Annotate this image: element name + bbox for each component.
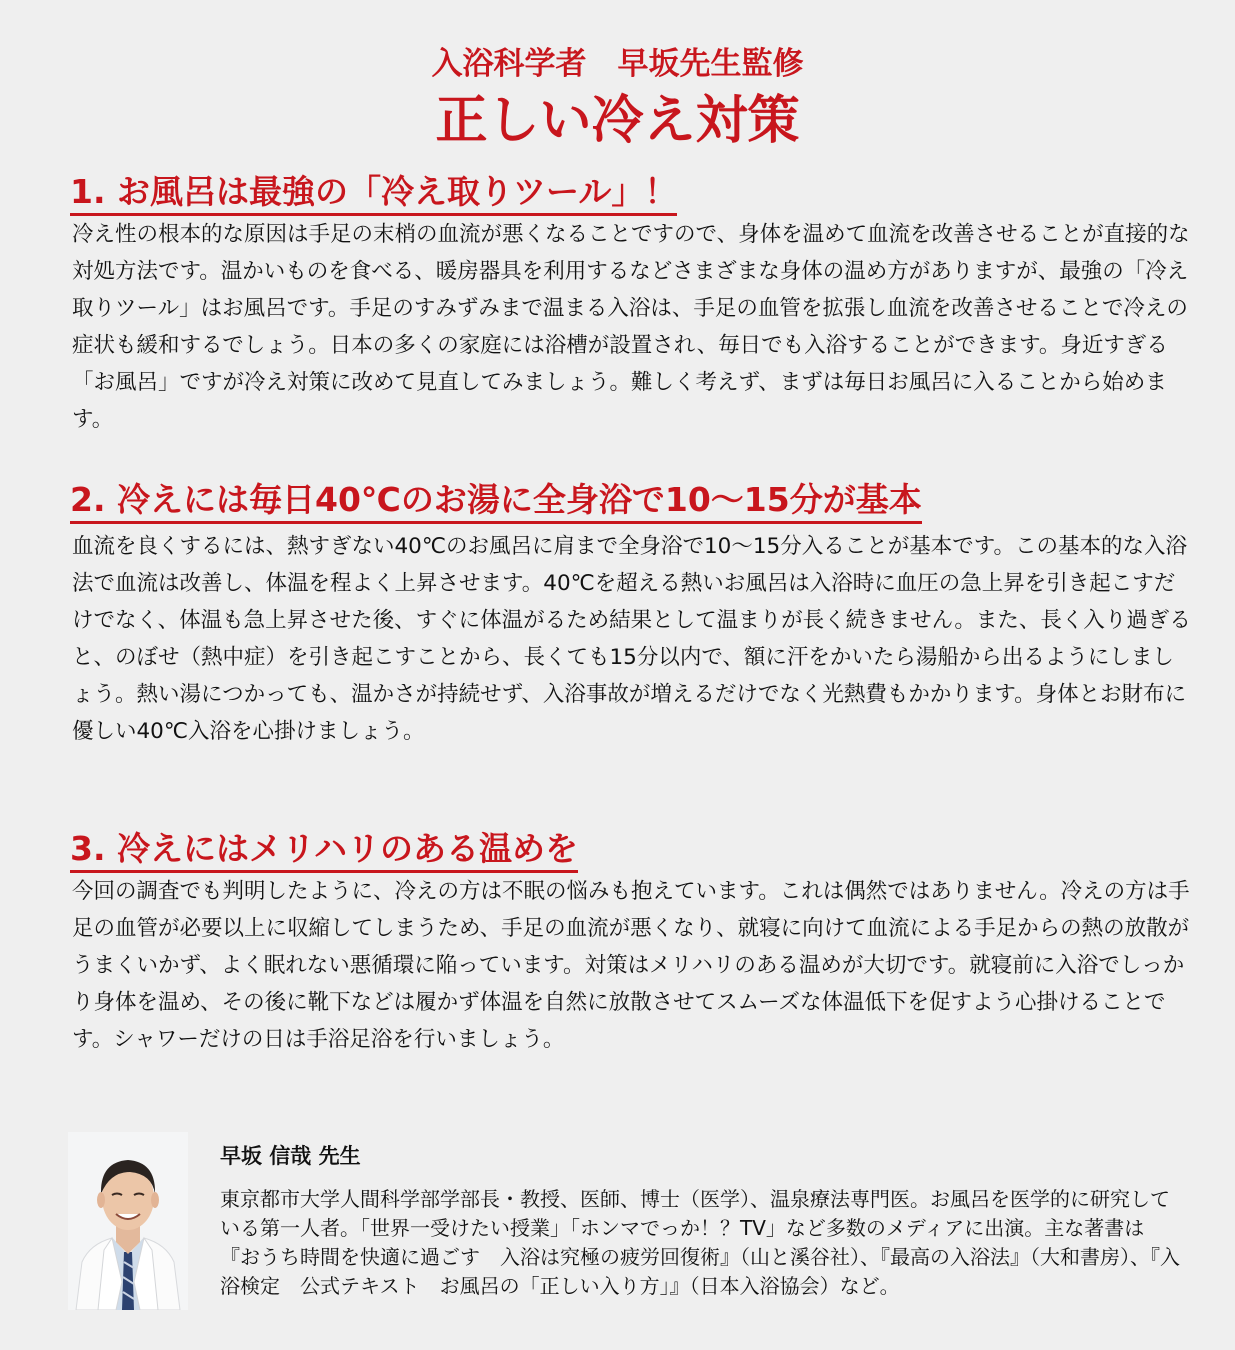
section-2-body: 血流を良くするには、熱すぎない40℃のお風呂に肩まで全身浴で10～15分入ることが基本です。この基本的な入浴法で血流は改善し、体温を程よく上昇させます。40℃を超える熱いお風呂は入浴時に血圧の急上昇を引き起こすだけでなく、体温も急上昇させた後、すぐに体温がるため結果として温まりが長く続きません。また、長く入り過ぎると、のぼせ（熱中症）を引き起こすことから、長くても15分以内で、額に汗をかいたら湯船から出るようにしましょう。熱い湯につかっても、温かさが持続せず、入浴事故が増えるだけでなく光熱費もかかります。身体とお財布に優しい40℃入浴を心掛けましょう。 xyxy=(72,534,1191,744)
section-3-body: 今回の調査でも判明したように、冷えの方は不眠の悩みも抱えています。これは偶然ではありません。冷えの方は手足の血管が必要以上に収縮してしまうため、手足の血流が悪くなり、就寝に向けて血流による手足からの熱の放散がうまくいかず、よく眠れない悪循環に陥っています。対策はメリハリのある温めが大切です。就寝前に入浴でしっかり身体を温め、その後に靴下などは履かず体温を自然に放散させてスムーズな体温低下を促すよう心掛けることです。シャワーだけの日は手浴足浴を行いましょう。 xyxy=(72,879,1190,1052)
doctor-portrait-icon xyxy=(68,1132,188,1310)
profile-bio: 東京都市大学人間科学部学部長・教授、医師、博士（医学）、温泉療法専門医。お風呂を医学的に研究している第一人者。「世界一受けたい授業」「ホンマでっか！？TV」など多数のメディアに出演。主な著書は『おうち時間を快適に過ごす 入浴は究極の疲労回復術』（山と溪谷社）、『最高の入浴法』（大和書房）、『入浴検定 公式テキスト お風呂の「正しい入り方」』（日本入浴協会）など。 xyxy=(220,1187,1180,1298)
profile-photo xyxy=(68,1132,188,1310)
page-title: 正しい冷え対策 xyxy=(435,91,800,151)
section-2-heading: 2. 冷えには毎日40℃のお湯に全身浴で10～15分が基本 xyxy=(70,480,922,524)
section-3-heading: 3. 冷えにはメリハリのある温めを xyxy=(70,829,578,873)
section-1-heading: 1. お風呂は最強の「冷え取りツール」！ xyxy=(70,172,677,216)
profile-name: 早坂 信哉 先生 xyxy=(220,1144,361,1168)
section-1-body: 冷え性の根本的な原因は手足の末梢の血流が悪くなることですので、身体を温めて血流を改善させることが直接的な対処方法です。温かいものを食べる、暖房器具を利用するなどさまざまな身体の温め方がありますが、最強の「冷え取りツール」はお風呂です。手足のすみずみまで温まる入浴は、手足の血管を拡張し血流を改善させることで冷えの症状も緩和するでしょう。日本の多くの家庭には浴槽が設置され、毎日でも入浴することができます。身近すぎる「お風呂」ですが冷え対策に改めて見直してみましょう。難しく考えず、まずは毎日お風呂に入ることから始めます。 xyxy=(72,222,1190,432)
supervisor-label: 入浴科学者 早坂先生監修 xyxy=(431,46,804,82)
